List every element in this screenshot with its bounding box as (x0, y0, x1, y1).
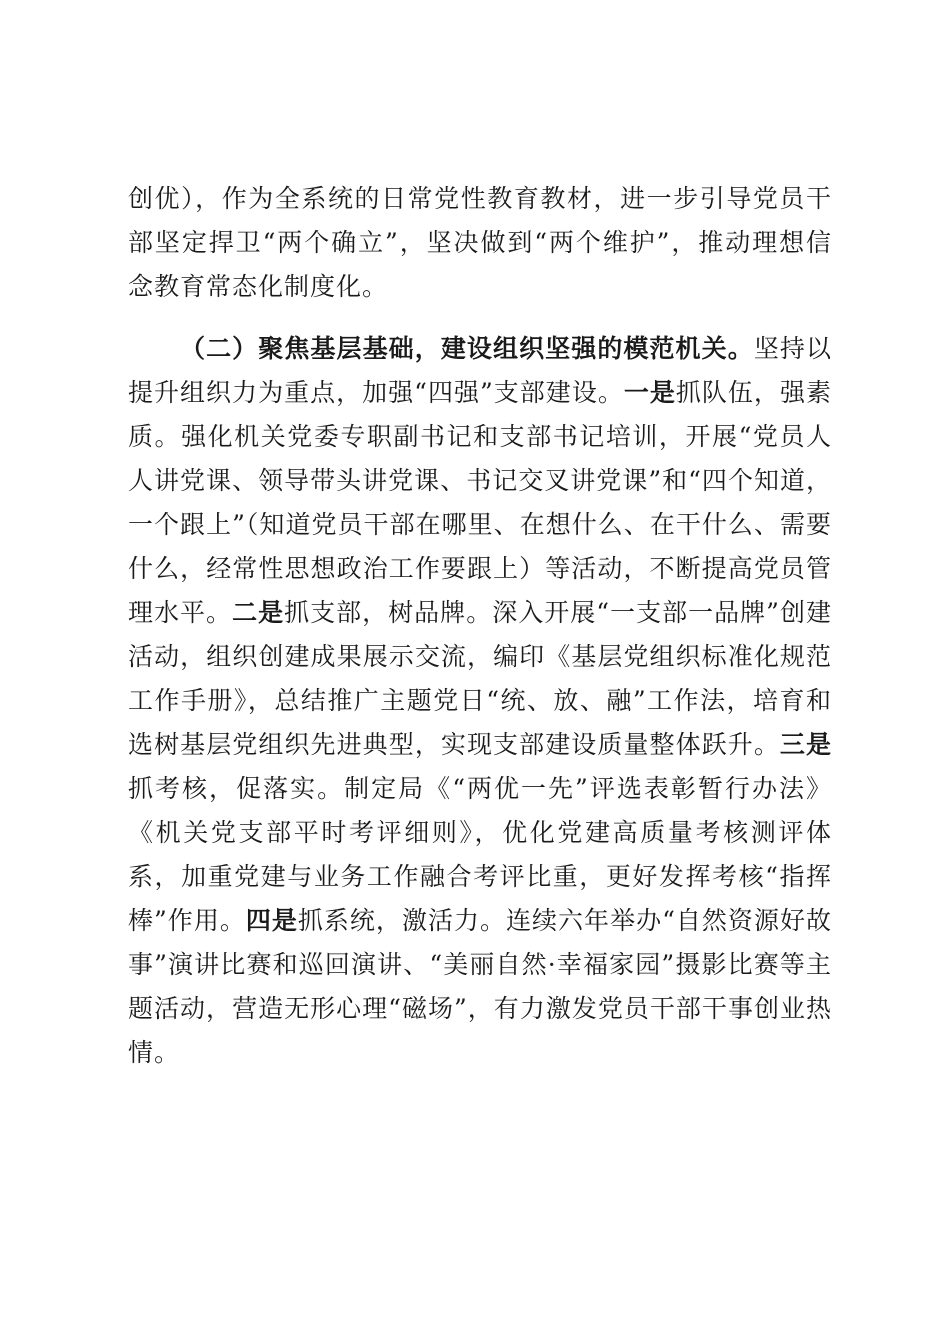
item-4-lead: 四是 (245, 906, 298, 935)
item-3-lead: 三是 (779, 730, 832, 759)
section-heading: （二）聚焦基层基础，建设组织坚强的模范机关。 (180, 334, 754, 363)
item-2-lead: 二是 (232, 598, 285, 627)
item-4-text: 抓系统，激活力。连续六年举办“自然资源好故事”演讲比赛和巡回演讲、“美丽自然·幸福家园”摄影比赛等主题活动，营造无形心理“磁场”，有力激发党员干部干事创业热情。 (128, 906, 832, 1067)
item-1-lead: 一是 (623, 378, 676, 407)
paragraph-continuation (128, 177, 832, 309)
paragraph-section-two (128, 327, 832, 1075)
item-2-text: 抓支部，树品牌。深入开展“一支部一品牌”创建活动，组织创建成果展示交流，编印《基层党组织标准化规范工作手册》，总结推广主题党日“统、放、融”工作法，培育和选树基层党组织先进典型，实现支部建设质量整体跃升。 (128, 598, 832, 759)
item-3-text: 抓考核，促落实。制定局《“两优一先”评选表彰暂行办法》《机关党支部平时考评细则》，优化党建高质量考核测评体系，加重党建与业务工作融合考评比重，更好发挥考核“指挥棒”作用。 (128, 774, 832, 935)
paragraph-2 (128, 327, 832, 1075)
paragraph-1-text: 创优），作为全系统的日常党性教育教材，进一步引导党员干部坚定捍卫“两个确立”，坚决做到“两个维护”，推动理想信念教育常态化制度化。 (128, 184, 832, 301)
section-intro: 坚持以提升组织力为重点，加强“四强”支部建设。 (128, 334, 832, 407)
item-1-text: 抓队伍，强素质。强化机关党委专职副书记和支部书记培训，开展“党员人人讲党课、领导带头讲党课、书记交叉讲党课”和“四个知道，一个跟上”（知道党员干部在哪里、在想什么、在干什么、需要什么，经常性思想政治工作要跟上）等活动，不断提高党员管理水平。 (128, 378, 832, 627)
